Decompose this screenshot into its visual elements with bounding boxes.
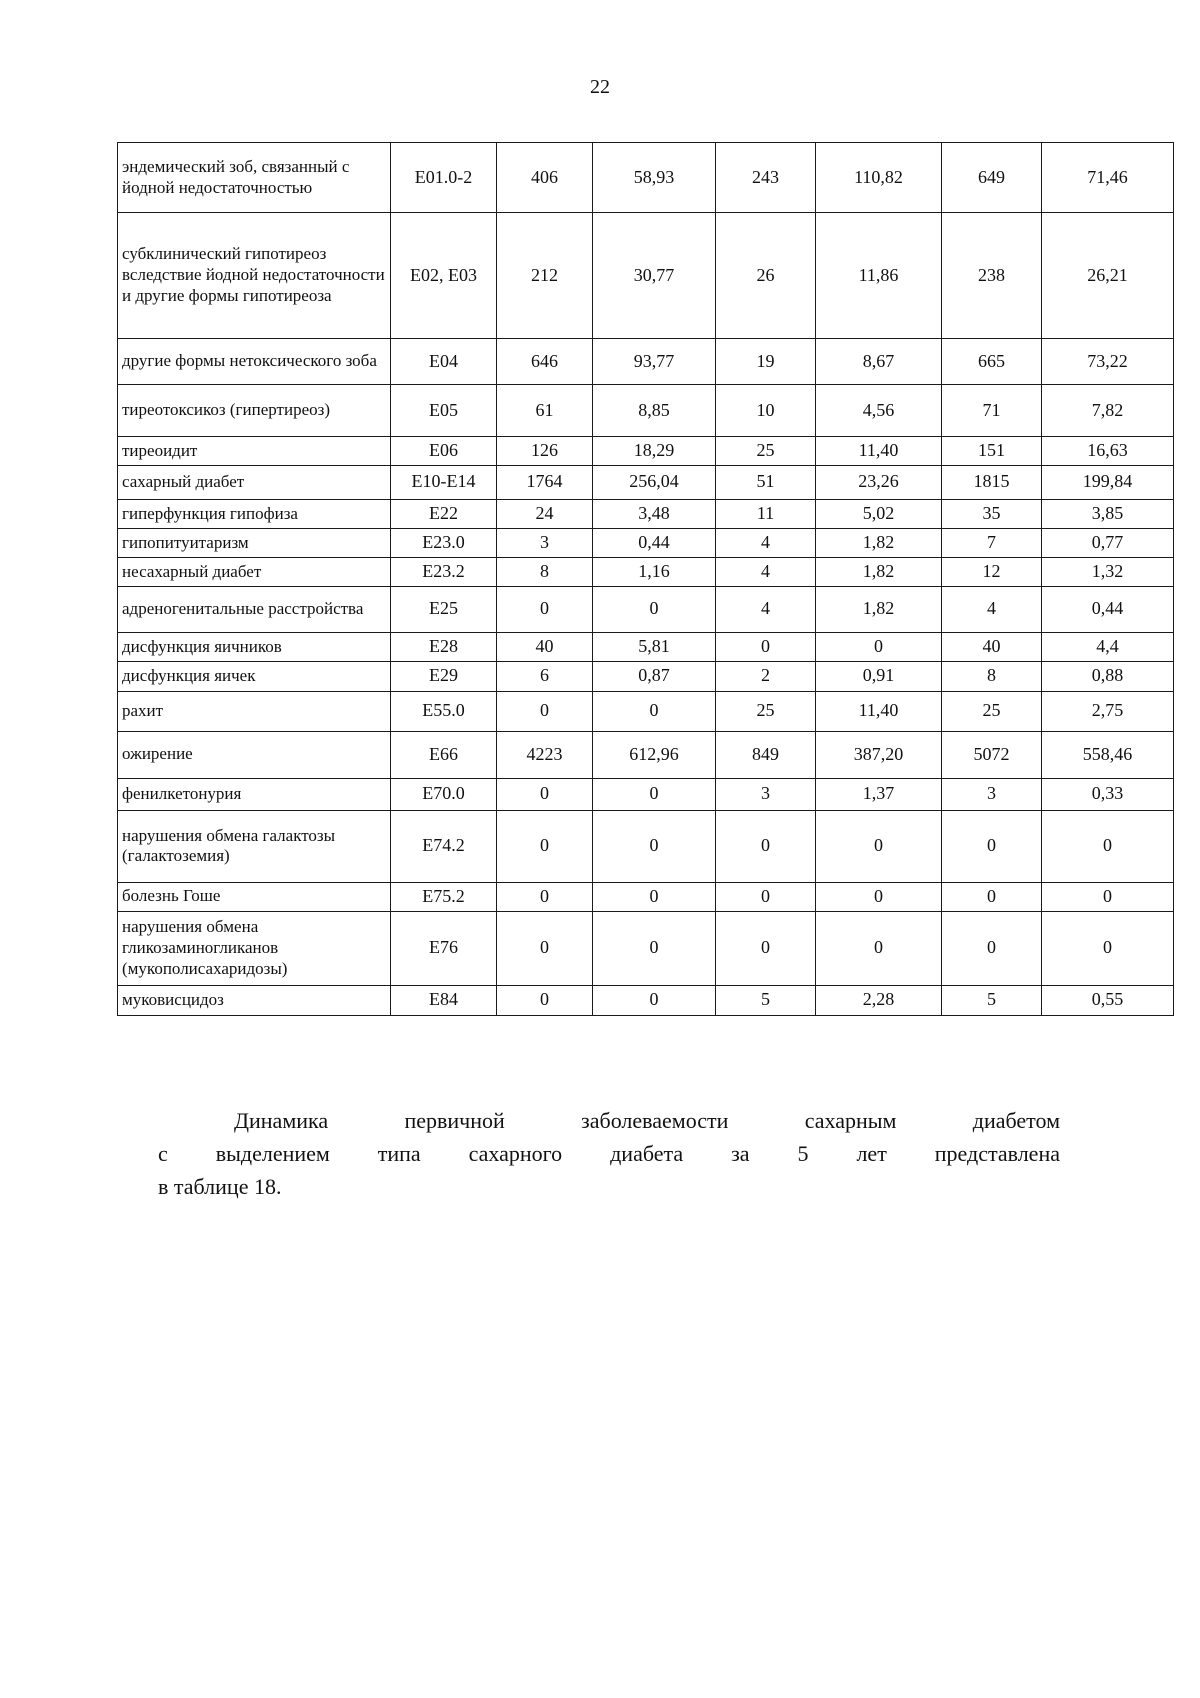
icd-code-cell: E10-E14 bbox=[391, 465, 497, 499]
value-cell-v2: 5,81 bbox=[593, 632, 716, 661]
value-cell-v1: 0 bbox=[497, 586, 593, 632]
disease-name-cell: тиреоидит bbox=[118, 437, 391, 466]
disease-table bbox=[117, 142, 1174, 1016]
value-cell-v4: 5,02 bbox=[816, 499, 942, 528]
value-cell-v4: 1,82 bbox=[816, 528, 942, 557]
caption-line: Динамика первичной заболеваемости сахарным диабетом bbox=[234, 1108, 1060, 1133]
caption-line: в таблице 18. bbox=[158, 1174, 282, 1199]
value-cell-v2: 0 bbox=[593, 586, 716, 632]
table-body bbox=[118, 143, 1174, 1016]
value-cell-v5: 12 bbox=[942, 557, 1042, 586]
value-cell-v6: 73,22 bbox=[1042, 339, 1174, 385]
value-cell-v1: 406 bbox=[497, 143, 593, 213]
icd-code-cell: E70.0 bbox=[391, 778, 497, 810]
value-cell-v6: 0,77 bbox=[1042, 528, 1174, 557]
value-cell-v6: 0,33 bbox=[1042, 778, 1174, 810]
table-row bbox=[118, 985, 1174, 1015]
value-cell-v6: 199,84 bbox=[1042, 465, 1174, 499]
value-cell-v6: 0,44 bbox=[1042, 586, 1174, 632]
value-cell-v3: 0 bbox=[716, 882, 816, 911]
value-cell-v2: 0 bbox=[593, 882, 716, 911]
table-row bbox=[118, 586, 1174, 632]
value-cell-v5: 1815 bbox=[942, 465, 1042, 499]
value-cell-v2: 3,48 bbox=[593, 499, 716, 528]
value-cell-v4: 110,82 bbox=[816, 143, 942, 213]
disease-name-cell: рахит bbox=[118, 691, 391, 731]
value-cell-v2: 30,77 bbox=[593, 213, 716, 339]
table-row bbox=[118, 499, 1174, 528]
icd-code-cell: E66 bbox=[391, 731, 497, 778]
value-cell-v5: 4 bbox=[942, 586, 1042, 632]
value-cell-v3: 51 bbox=[716, 465, 816, 499]
icd-code-cell: E06 bbox=[391, 437, 497, 466]
value-cell-v2: 18,29 bbox=[593, 437, 716, 466]
value-cell-v4: 4,56 bbox=[816, 385, 942, 437]
disease-name-cell: эндемический зоб, связанный с йодной недостаточностью bbox=[118, 143, 391, 213]
value-cell-v2: 256,04 bbox=[593, 465, 716, 499]
table-row bbox=[118, 810, 1174, 882]
value-cell-v6: 0 bbox=[1042, 810, 1174, 882]
value-cell-v4: 1,37 bbox=[816, 778, 942, 810]
value-cell-v6: 16,63 bbox=[1042, 437, 1174, 466]
icd-code-cell: E76 bbox=[391, 911, 497, 985]
icd-code-cell: E84 bbox=[391, 985, 497, 1015]
value-cell-v3: 849 bbox=[716, 731, 816, 778]
icd-code-cell: E25 bbox=[391, 586, 497, 632]
value-cell-v2: 1,16 bbox=[593, 557, 716, 586]
value-cell-v4: 11,40 bbox=[816, 691, 942, 731]
icd-code-cell: E75.2 bbox=[391, 882, 497, 911]
value-cell-v2: 0 bbox=[593, 810, 716, 882]
value-cell-v5: 40 bbox=[942, 632, 1042, 661]
value-cell-v1: 0 bbox=[497, 985, 593, 1015]
value-cell-v6: 7,82 bbox=[1042, 385, 1174, 437]
value-cell-v1: 0 bbox=[497, 778, 593, 810]
value-cell-v5: 7 bbox=[942, 528, 1042, 557]
disease-name-cell: субклинический гипотиреоз вследствие йодной недостаточности и другие формы гипотиреоза bbox=[118, 213, 391, 339]
disease-name-cell: адреногенитальные расстройства bbox=[118, 586, 391, 632]
value-cell-v6: 0 bbox=[1042, 911, 1174, 985]
value-cell-v4: 0 bbox=[816, 882, 942, 911]
value-cell-v1: 6 bbox=[497, 661, 593, 691]
table-row bbox=[118, 143, 1174, 213]
value-cell-v4: 1,82 bbox=[816, 557, 942, 586]
value-cell-v5: 35 bbox=[942, 499, 1042, 528]
value-cell-v4: 11,86 bbox=[816, 213, 942, 339]
disease-name-cell: нарушения обмена галактозы (галактоземия) bbox=[118, 810, 391, 882]
value-cell-v3: 4 bbox=[716, 557, 816, 586]
icd-code-cell: E23.0 bbox=[391, 528, 497, 557]
value-cell-v4: 8,67 bbox=[816, 339, 942, 385]
table-row bbox=[118, 465, 1174, 499]
table-row bbox=[118, 778, 1174, 810]
table-row bbox=[118, 632, 1174, 661]
value-cell-v6: 558,46 bbox=[1042, 731, 1174, 778]
value-cell-v1: 0 bbox=[497, 691, 593, 731]
value-cell-v2: 0,44 bbox=[593, 528, 716, 557]
disease-name-cell: несахарный диабет bbox=[118, 557, 391, 586]
table-row bbox=[118, 339, 1174, 385]
value-cell-v5: 71 bbox=[942, 385, 1042, 437]
disease-name-cell: сахарный диабет bbox=[118, 465, 391, 499]
value-cell-v4: 2,28 bbox=[816, 985, 942, 1015]
value-cell-v2: 0 bbox=[593, 985, 716, 1015]
value-cell-v6: 4,4 bbox=[1042, 632, 1174, 661]
value-cell-v5: 0 bbox=[942, 882, 1042, 911]
value-cell-v5: 8 bbox=[942, 661, 1042, 691]
value-cell-v5: 25 bbox=[942, 691, 1042, 731]
value-cell-v5: 3 bbox=[942, 778, 1042, 810]
value-cell-v5: 649 bbox=[942, 143, 1042, 213]
icd-code-cell: E01.0-2 bbox=[391, 143, 497, 213]
icd-code-cell: E55.0 bbox=[391, 691, 497, 731]
value-cell-v5: 5072 bbox=[942, 731, 1042, 778]
table-row bbox=[118, 731, 1174, 778]
value-cell-v5: 238 bbox=[942, 213, 1042, 339]
value-cell-v4: 0 bbox=[816, 911, 942, 985]
value-cell-v3: 243 bbox=[716, 143, 816, 213]
value-cell-v4: 387,20 bbox=[816, 731, 942, 778]
value-cell-v3: 0 bbox=[716, 810, 816, 882]
table-row bbox=[118, 385, 1174, 437]
value-cell-v4: 1,82 bbox=[816, 586, 942, 632]
value-cell-v3: 25 bbox=[716, 691, 816, 731]
disease-name-cell: гиперфункция гипофиза bbox=[118, 499, 391, 528]
value-cell-v3: 11 bbox=[716, 499, 816, 528]
icd-code-cell: E02, E03 bbox=[391, 213, 497, 339]
icd-code-cell: E04 bbox=[391, 339, 497, 385]
value-cell-v6: 3,85 bbox=[1042, 499, 1174, 528]
table-row bbox=[118, 882, 1174, 911]
disease-name-cell: нарушения обмена гликозаминогликанов (мукополисахаридозы) bbox=[118, 911, 391, 985]
caption-line: с выделением типа сахарного диабета за 5 лет представлена bbox=[158, 1141, 1060, 1166]
icd-code-cell: E22 bbox=[391, 499, 497, 528]
value-cell-v1: 646 bbox=[497, 339, 593, 385]
value-cell-v1: 0 bbox=[497, 911, 593, 985]
icd-code-cell: E74.2 bbox=[391, 810, 497, 882]
icd-code-cell: E05 bbox=[391, 385, 497, 437]
value-cell-v1: 61 bbox=[497, 385, 593, 437]
icd-code-cell: E28 bbox=[391, 632, 497, 661]
table-row bbox=[118, 437, 1174, 466]
caption-paragraph bbox=[158, 1104, 1060, 1203]
table-row bbox=[118, 691, 1174, 731]
value-cell-v6: 0,55 bbox=[1042, 985, 1174, 1015]
value-cell-v3: 0 bbox=[716, 632, 816, 661]
value-cell-v2: 58,93 bbox=[593, 143, 716, 213]
value-cell-v3: 3 bbox=[716, 778, 816, 810]
value-cell-v1: 24 bbox=[497, 499, 593, 528]
value-cell-v6: 0 bbox=[1042, 882, 1174, 911]
value-cell-v6: 26,21 bbox=[1042, 213, 1174, 339]
value-cell-v6: 0,88 bbox=[1042, 661, 1174, 691]
value-cell-v3: 26 bbox=[716, 213, 816, 339]
value-cell-v2: 0 bbox=[593, 691, 716, 731]
value-cell-v1: 212 bbox=[497, 213, 593, 339]
value-cell-v1: 0 bbox=[497, 810, 593, 882]
value-cell-v5: 0 bbox=[942, 810, 1042, 882]
disease-name-cell: муковисцидоз bbox=[118, 985, 391, 1015]
table-row bbox=[118, 661, 1174, 691]
value-cell-v3: 4 bbox=[716, 586, 816, 632]
value-cell-v4: 0 bbox=[816, 810, 942, 882]
disease-table-container bbox=[117, 142, 1173, 1016]
disease-name-cell: гипопитуитаризм bbox=[118, 528, 391, 557]
value-cell-v5: 0 bbox=[942, 911, 1042, 985]
value-cell-v5: 5 bbox=[942, 985, 1042, 1015]
value-cell-v2: 0 bbox=[593, 911, 716, 985]
table-row bbox=[118, 528, 1174, 557]
page-number: 22 bbox=[590, 76, 610, 98]
value-cell-v1: 8 bbox=[497, 557, 593, 586]
value-cell-v2: 8,85 bbox=[593, 385, 716, 437]
value-cell-v3: 10 bbox=[716, 385, 816, 437]
disease-name-cell: другие формы нетоксического зоба bbox=[118, 339, 391, 385]
value-cell-v3: 19 bbox=[716, 339, 816, 385]
value-cell-v5: 665 bbox=[942, 339, 1042, 385]
disease-name-cell: ожирение bbox=[118, 731, 391, 778]
disease-name-cell: дисфункция яичников bbox=[118, 632, 391, 661]
disease-name-cell: болезнь Гоше bbox=[118, 882, 391, 911]
value-cell-v3: 0 bbox=[716, 911, 816, 985]
value-cell-v1: 0 bbox=[497, 882, 593, 911]
value-cell-v3: 5 bbox=[716, 985, 816, 1015]
disease-name-cell: тиреотоксикоз (гипертиреоз) bbox=[118, 385, 391, 437]
value-cell-v5: 151 bbox=[942, 437, 1042, 466]
value-cell-v3: 25 bbox=[716, 437, 816, 466]
disease-name-cell: дисфункция яичек bbox=[118, 661, 391, 691]
table-row bbox=[118, 557, 1174, 586]
value-cell-v4: 11,40 bbox=[816, 437, 942, 466]
value-cell-v1: 126 bbox=[497, 437, 593, 466]
value-cell-v1: 4223 bbox=[497, 731, 593, 778]
value-cell-v6: 2,75 bbox=[1042, 691, 1174, 731]
value-cell-v2: 93,77 bbox=[593, 339, 716, 385]
value-cell-v3: 4 bbox=[716, 528, 816, 557]
value-cell-v1: 40 bbox=[497, 632, 593, 661]
value-cell-v4: 23,26 bbox=[816, 465, 942, 499]
icd-code-cell: E29 bbox=[391, 661, 497, 691]
value-cell-v2: 0,87 bbox=[593, 661, 716, 691]
table-row bbox=[118, 911, 1174, 985]
value-cell-v6: 71,46 bbox=[1042, 143, 1174, 213]
table-row bbox=[118, 213, 1174, 339]
disease-name-cell: фенилкетонурия bbox=[118, 778, 391, 810]
value-cell-v4: 0 bbox=[816, 632, 942, 661]
value-cell-v1: 1764 bbox=[497, 465, 593, 499]
value-cell-v4: 0,91 bbox=[816, 661, 942, 691]
value-cell-v6: 1,32 bbox=[1042, 557, 1174, 586]
value-cell-v3: 2 bbox=[716, 661, 816, 691]
value-cell-v1: 3 bbox=[497, 528, 593, 557]
value-cell-v2: 0 bbox=[593, 778, 716, 810]
value-cell-v2: 612,96 bbox=[593, 731, 716, 778]
icd-code-cell: E23.2 bbox=[391, 557, 497, 586]
